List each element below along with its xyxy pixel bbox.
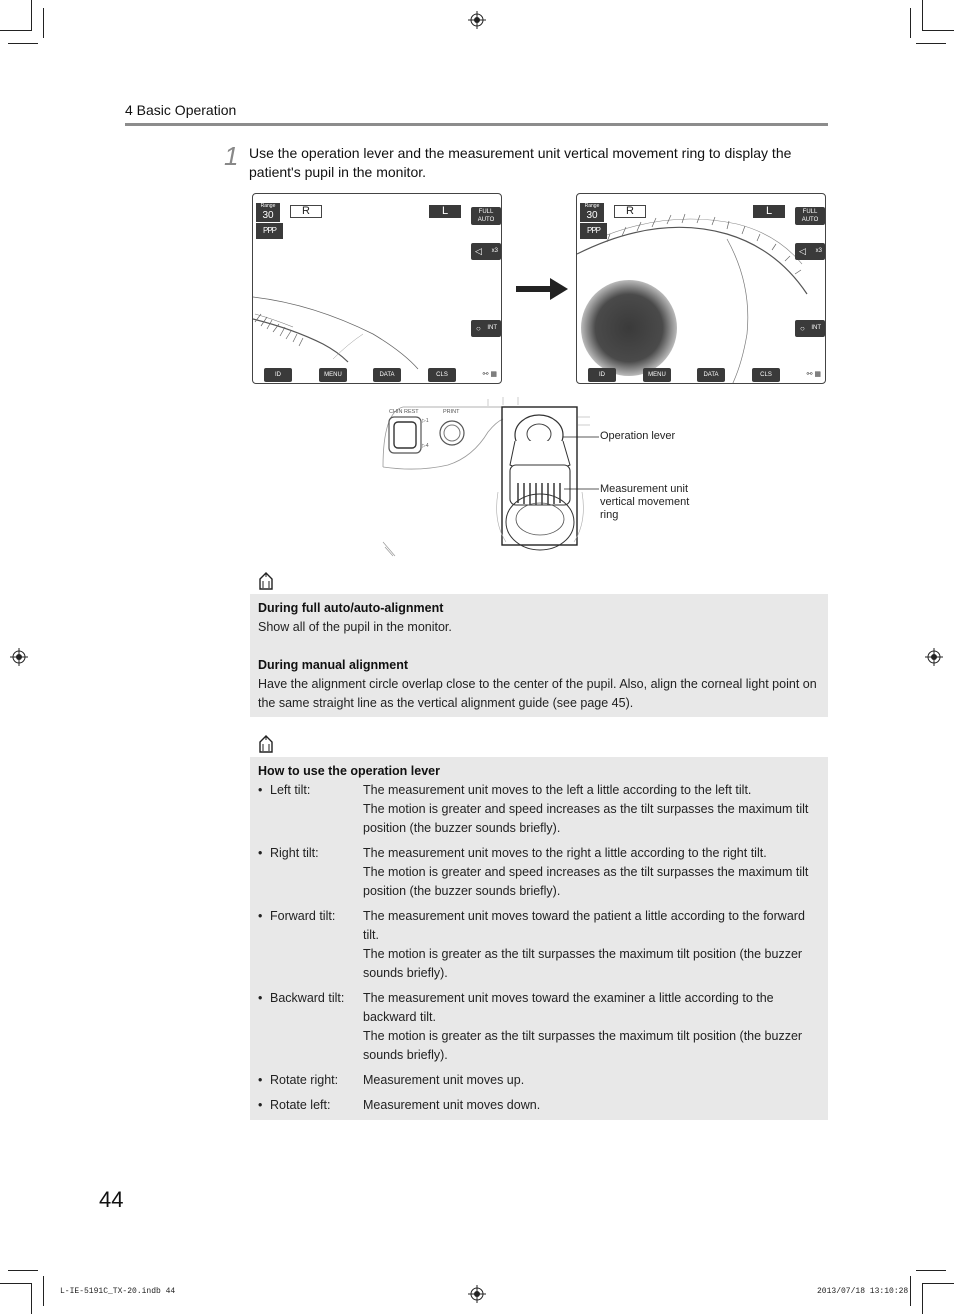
crop-mark bbox=[31, 0, 32, 30]
id-button: ID bbox=[264, 368, 292, 382]
operation-lever-illustration bbox=[378, 397, 608, 562]
svg-text:▷1: ▷1 bbox=[422, 418, 429, 424]
item-line: The measurement unit moves toward the examiner a little according to the backward tilt. bbox=[363, 991, 774, 1024]
ppp-indicator: PPP bbox=[580, 223, 607, 239]
connection-icon: ⚯ ▦ bbox=[482, 371, 497, 378]
auto-label: AUTO bbox=[477, 217, 495, 223]
note-icon bbox=[258, 735, 274, 753]
full-auto-button bbox=[471, 207, 501, 225]
zoom-button bbox=[795, 243, 825, 260]
footer-timestamp: 2013/07/18 13:10:28 bbox=[817, 1287, 909, 1296]
eye-illustration bbox=[253, 194, 502, 384]
eye-illustration bbox=[577, 194, 826, 384]
list-item bbox=[258, 1096, 820, 1115]
left-eye-label: L bbox=[429, 205, 461, 218]
cls-button: CLS bbox=[428, 368, 456, 382]
lever-usage-list bbox=[258, 781, 820, 1115]
print-label: PRINT bbox=[443, 409, 460, 415]
chin-rest-label: CHIN REST bbox=[389, 409, 419, 415]
menu-button: MENU bbox=[319, 368, 347, 382]
item-line: Measurement unit moves down. bbox=[363, 1098, 541, 1112]
item-description bbox=[363, 989, 820, 1065]
crop-mark bbox=[43, 1276, 44, 1306]
svg-text:▷4: ▷4 bbox=[422, 443, 429, 449]
list-item bbox=[258, 989, 820, 1065]
crop-mark bbox=[910, 8, 911, 38]
zoom-icon: ◁ bbox=[475, 246, 482, 256]
item-line: The measurement unit moves to the left a little according to the left tilt. bbox=[363, 783, 752, 797]
note-heading: During manual alignment bbox=[258, 658, 409, 672]
cls-button: CLS bbox=[752, 368, 780, 382]
int-label: INT bbox=[811, 325, 821, 331]
right-eye-label: R bbox=[614, 205, 646, 218]
crop-mark bbox=[922, 0, 923, 30]
item-label: • Rotate right: bbox=[258, 1071, 363, 1090]
item-label: • Left tilt: bbox=[258, 781, 363, 838]
note-text: Show all of the pupil in the monitor. bbox=[258, 620, 452, 634]
list-item bbox=[258, 907, 820, 983]
ring-callout-line: vertical movement bbox=[600, 496, 690, 508]
item-line: The motion is greater as the tilt surpasses the maximum tilt position (the buzzer sounds briefly). bbox=[363, 1029, 803, 1062]
step-number: 1 bbox=[224, 141, 239, 171]
right-eye-label: R bbox=[290, 205, 322, 218]
item-description bbox=[363, 907, 820, 983]
registration-mark-icon bbox=[468, 1285, 486, 1303]
crop-mark bbox=[31, 1283, 32, 1314]
id-button: ID bbox=[588, 368, 616, 382]
circle-icon: ○ bbox=[800, 324, 805, 333]
left-eye-label: L bbox=[753, 205, 785, 218]
item-line: The motion is greater and speed increases as the tilt surpasses the maximum tilt position (the buzzer sounds briefly). bbox=[363, 802, 809, 835]
registration-mark-icon bbox=[468, 11, 486, 29]
item-description bbox=[363, 781, 820, 838]
crop-mark bbox=[8, 1270, 38, 1271]
step-text: Use the operation lever and the measurement unit vertical movement ring to display the patient's pupil in the monitor. bbox=[249, 145, 792, 180]
note-heading: During full auto/auto-alignment bbox=[258, 601, 444, 615]
item-line: Measurement unit moves up. bbox=[363, 1073, 525, 1087]
note-box-alignment bbox=[250, 594, 828, 717]
data-button: DATA bbox=[373, 368, 401, 382]
note-text: Have the alignment circle overlap close to the center of the pupil. Also, align the corneal light point on the same straight line as the vertical alignment guide (see page 45). bbox=[258, 677, 817, 710]
crop-mark bbox=[0, 30, 32, 31]
range-indicator bbox=[580, 203, 604, 222]
operation-lever-callout: Operation lever bbox=[600, 430, 676, 442]
item-label: • Right tilt: bbox=[258, 844, 363, 901]
int-button bbox=[471, 320, 501, 337]
range-label: Range bbox=[584, 203, 600, 209]
crop-mark bbox=[910, 1276, 911, 1306]
arrow-right-icon bbox=[516, 278, 568, 300]
crop-mark bbox=[916, 1270, 946, 1271]
zoom-icon: ◁ bbox=[799, 246, 806, 256]
note-heading: How to use the operation lever bbox=[258, 764, 440, 778]
auto-label: AUTO bbox=[801, 217, 819, 223]
ppp-indicator: PPP bbox=[256, 223, 283, 239]
list-item bbox=[258, 844, 820, 901]
registration-mark-icon bbox=[10, 648, 28, 666]
crop-mark bbox=[916, 43, 946, 44]
full-label: FULL bbox=[478, 209, 494, 215]
item-description bbox=[363, 844, 820, 901]
footer-filename: L-IE-5191C_TX-20.indb 44 bbox=[60, 1287, 176, 1296]
list-item bbox=[258, 781, 820, 838]
ring-callout-line: Measurement unit bbox=[600, 483, 689, 495]
item-line: The measurement unit moves to the right a little according to the right tilt. bbox=[363, 846, 767, 860]
data-button: DATA bbox=[697, 368, 725, 382]
crop-mark bbox=[922, 30, 954, 31]
item-line: The measurement unit moves toward the patient a little according to the forward tilt. bbox=[363, 909, 805, 942]
ring-callout bbox=[600, 483, 689, 522]
zoom-label: x3 bbox=[491, 248, 498, 254]
item-line: The motion is greater as the tilt surpasses the maximum tilt position (the buzzer sounds briefly). bbox=[363, 947, 803, 980]
full-label: FULL bbox=[802, 209, 818, 215]
int-button bbox=[795, 320, 825, 337]
monitor-after bbox=[576, 193, 826, 384]
item-description bbox=[363, 1071, 820, 1090]
range-indicator bbox=[256, 203, 280, 222]
zoom-button bbox=[471, 243, 501, 260]
int-label: INT bbox=[487, 325, 497, 331]
range-value: 30 bbox=[262, 210, 274, 221]
item-label: • Rotate left: bbox=[258, 1096, 363, 1115]
registration-mark-icon bbox=[925, 648, 943, 666]
range-value: 30 bbox=[586, 210, 598, 221]
range-label: Range bbox=[260, 203, 276, 209]
item-description bbox=[363, 1096, 820, 1115]
crop-mark bbox=[0, 1283, 32, 1284]
section-title: 4 Basic Operation bbox=[125, 102, 237, 118]
note-icon bbox=[258, 572, 274, 590]
item-label: • Backward tilt: bbox=[258, 989, 363, 1065]
monitor-before bbox=[252, 193, 502, 384]
crop-mark bbox=[922, 1283, 923, 1314]
page-number: 44 bbox=[99, 1187, 124, 1212]
item-line: The motion is greater and speed increases as the tilt surpasses the maximum tilt position (the buzzer sounds briefly). bbox=[363, 865, 809, 898]
ring-callout-line: ring bbox=[600, 509, 619, 521]
menu-button: MENU bbox=[643, 368, 671, 382]
list-item bbox=[258, 1071, 820, 1090]
item-label: • Forward tilt: bbox=[258, 907, 363, 983]
note-box-lever bbox=[250, 757, 828, 1120]
crop-mark bbox=[43, 8, 44, 38]
circle-icon: ○ bbox=[476, 324, 481, 333]
full-auto-button bbox=[795, 207, 825, 225]
section-header bbox=[125, 102, 828, 126]
crop-mark bbox=[922, 1283, 954, 1284]
connection-icon: ⚯ ▦ bbox=[806, 371, 821, 378]
crop-mark bbox=[8, 43, 38, 44]
zoom-label: x3 bbox=[815, 248, 822, 254]
